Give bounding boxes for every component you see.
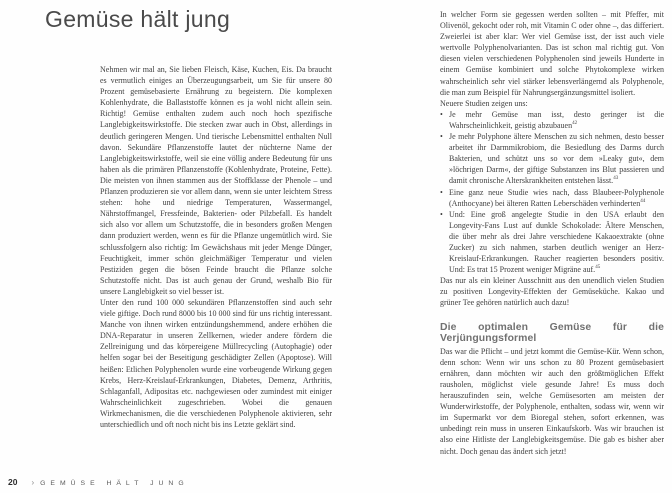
- study-item: [440, 131, 664, 186]
- endnote-ref: 44: [640, 198, 646, 204]
- bullet-icon: •: [440, 187, 443, 197]
- left-paragraph-2: Unter den rund 100 000 sekundären Pflanzenstoffen sind auch sehr viele giftige. Doch rund 8000 bis 10 000 sind für uns richtig interessant. Manche von ihnen wirken entzündungshemmend, andere erhöhen die DNA-Reparatur in unseren Zellkernen, wieder andere fördern die Zellreinigung und das körpereigene Müllrecycling (Autophagie) oder helfen sogar bei der Beseitigung geschädigter Zellen (Apoptose). Will heißen: Etlichen Polyphenolen wurde eine vorbeugende Wirkung gegen Krebs, Herz-Kreislauf-Erkrankungen, Diabetes, Demenz, Arthritis, Schlaganfall, Adipositas etc. nachgewiesen oder zumindest mit einiger Wahrscheinlichkeit zugeschrieben. Wobei die genauen Wirkmechanismen, die die verschiedenen Polyphenole aktivieren, sehr unterschiedlich und oft noch nicht bis ins Letzte geklärt sind.: [100, 297, 332, 429]
- footer-marker-icon: ›: [31, 478, 35, 487]
- footer-chapter-label: GEMÜSE HÄLT JUNG: [40, 480, 189, 487]
- section-body-paragraph: Das war die Pflicht – und jetzt kommt die Gemüse-Kür. Wenn schon, denn schon: Wenn wir uns schon zu 80 Prozent gemüsebasiert ernähren, dann möchten wir auch den größtmöglichen Effekt rausholen, möglichst viele gesunde Jahre! Es muss doch herauszufinden sein, welche Gemüsesorten am meisten der Wunderwirkstoffe, der Polyphenole, enthalten, sodass wir, wenn wir im Supermarkt vor dem Bioregal stehen, sofort erkennen, was unbedingt rein muss in unseren Einkaufskorb. Was wir brauchen ist also eine Hitliste der Langlebigkeitsgemüse. Die gab es bisher aber nicht. Doch genau das ändert sich jetzt!: [440, 346, 664, 456]
- study-item: [440, 209, 664, 276]
- study-item: [440, 187, 664, 209]
- section-heading: Die optimalen Gemüse für die Verjüngungsformel: [440, 321, 664, 344]
- endnote-ref: 45: [595, 265, 601, 271]
- study-text: Je mehr Polyphone ältere Menschen zu sich nehmen, desto besser arbeitet ihr Darmmikrobiom, die Besiedlung des Darms durch Bakterien, und schützt uns so vor dem »Leaky gut«, dem »löchrigen Darm«, der giftige Substanzen ins Blut passieren und damit chronische Alterskrankheiten entstehen lässt.: [449, 132, 664, 186]
- studies-closing-paragraph: Das nur als ein kleiner Ausschnitt aus den unendlich vielen Studien zu positiven Longevity-Effekten der Gemüseküche. Kakao und grüner Tee gehören natürlich auch dazu!: [440, 276, 664, 308]
- studies-list: [440, 109, 664, 275]
- left-text-column: [100, 64, 332, 430]
- right-text-column: [440, 9, 664, 457]
- studies-lead: Neuere Studien zeigen uns:: [440, 98, 528, 108]
- page-footer: [8, 477, 189, 487]
- chapter-title: Gemüse hält jung: [45, 6, 231, 32]
- page-number: 20: [8, 477, 18, 487]
- bullet-icon: •: [440, 109, 443, 119]
- study-text: Und: Eine groß angelegte Studie in den USA erlaubt den Longevity-Fans Lust auf dunkle Schokolade: Ältere Menschen, die über mehr als drei Jahre verschiedene Kakaoextrakte (ohne Zucker) zu sich nahmen, starben deutlich weniger an Herz-Kreislauf-Erkrankungen. Raucher reagierten besonders positiv. Und: Es trat 15 Prozent weniger Migräne auf.: [449, 209, 664, 275]
- bullet-icon: •: [440, 209, 443, 219]
- left-paragraph-1: Nehmen wir mal an, Sie lieben Fleisch, Käse, Kuchen, Eis. Da braucht es vermutlich einiges an Überzeugungsarbeit, um Sie für unsere 80 Prozent gemüsebasierte Ernährung zu begeistern. Die komplexen Kohlenhydrate, die Ballaststoffe können es ja wohl nicht allein sein. Richtig! Gemüse enthalten zudem auch noch hoch spezifische Langlebigkeitswirkstoffe. Die stecken zwar auch in Obst, allerdings in deutlich geringeren Mengen. Und tierische Lebensmittel enthalten Null davon. Sekundäre Pflanzenstoffe lautet der nüchterne Name der Langlebigkeitswirkstoffe, weil sie eine völlig andere Bedeutung für uns haben als die primären Pflanzenstoffe (Kohlenhydrate, Proteine, Fette). Die meisten von ihnen stammen aus der Stoffklasse der Phenole – und Pflanzen produzieren sie vor allem dann, wenn sie unter leichtem Stress stehen: hohe und niedrige Temperaturen, Wassermangel, Nährstoffmangel, Fressfeinde, Bakterien- oder Pilzbefall. Es handelt sich also vor allem um Schutzstoffe, die in besonders großen Mengen dann produziert werden, wenn es für die Pflanze ungemütlich wird. Sie schlussfolgern also richtig: Im Gewächshaus mit jeder Menge Dünger, Feuchtigkeit, immer schön gleichmäßiger Temperatur und vielen Pestiziden gegen die bösen Feinde braucht die Pflanze solche Schutzstoffe nicht. Das ist auch genau der Grund, weshalb Bio für unsere Langlebigkeit so viel besser ist.: [100, 65, 332, 296]
- study-text: Je mehr Gemüse man isst, desto geringer ist die Wahrscheinlichkeit, geistig abzubauen: [449, 109, 664, 130]
- bullet-icon: •: [440, 132, 443, 142]
- endnote-ref: 43: [613, 176, 619, 182]
- right-intro-paragraph: In welcher Form sie gegessen werden sollten – mit Pfeffer, mit Olivenöl, gekocht oder roh, mit Vitamin C oder ohne –, das differiert. Zweierlei ist aber klar: Wer viel Gemüse isst, der isst auch viele wertvolle Polyphenolvarianten. Das ist schon mal richtig gut. Von diesen vielen verschiedenen Polyphenolen sind jeweils Hunderte in einem Gemüse kombiniert und solche Phytokomplexe wirken wahrscheinlich sehr viel stärker lebensverlängernd als Polyphenole, die man zum Beispiel für Nahrungsergänzungsmittel isoliert.: [440, 10, 664, 97]
- study-item: [440, 109, 664, 131]
- endnote-ref: 42: [572, 120, 578, 126]
- study-text: Eine ganz neue Studie wies nach, dass Blaubeer-Polyphenole (Anthocyane) bei älteren Ratten Leberschäden verhinderten: [449, 187, 664, 208]
